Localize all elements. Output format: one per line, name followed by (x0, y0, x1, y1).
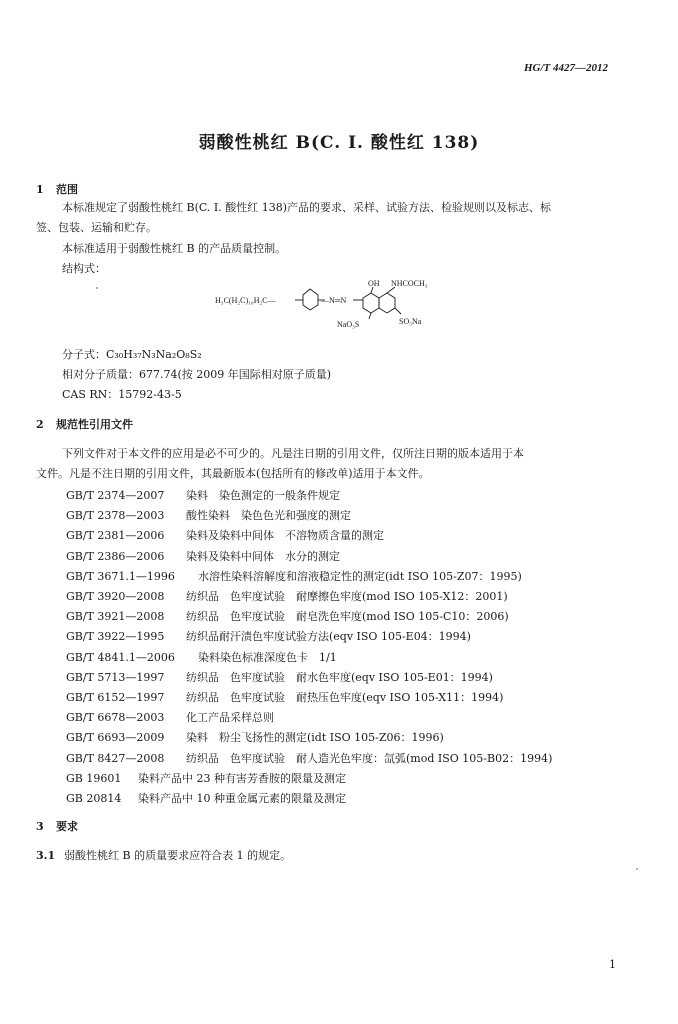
reference-title: 酸性染料 染色色光和强度的测定 (186, 509, 351, 523)
document-title: 弱酸性桃红 B(C. I. 酸性红 138) (198, 133, 480, 153)
reference-item (66, 487, 340, 503)
acetamido-label: NHCOCH₃ (391, 279, 428, 288)
clause-text: 弱酸性桃红 B 的质量要求应符合表 1 的规定。 (64, 849, 292, 862)
reference-code: GB/T 2386—2006 (66, 549, 165, 563)
section-1-heading (36, 181, 78, 197)
cas-number: CAS RN：15792-43-5 (62, 388, 182, 401)
reference-item (66, 608, 509, 624)
hydroxyl-label: OH (368, 279, 380, 288)
section-title: 规范性引用文件 (56, 418, 133, 431)
reference-item (66, 729, 444, 745)
reference-code: GB 19601 (66, 771, 122, 785)
reference-item (66, 568, 522, 584)
reference-code: GB/T 4841.1—2006 (66, 650, 175, 664)
reference-code: GB/T 5713—1997 (66, 670, 165, 684)
scan-speck (96, 287, 98, 289)
reference-code: GB/T 3671.1—1996 (66, 569, 175, 583)
reference-code: GB/T 8427—2008 (66, 751, 165, 765)
reference-item (66, 669, 493, 685)
section-number: 2 (36, 418, 44, 431)
benzene-ring (303, 289, 318, 310)
scan-speck (636, 868, 638, 870)
reference-item (66, 649, 337, 665)
naphthalene-ring-right (379, 293, 395, 313)
paragraph-line: 本标准规定了弱酸性桃红 B(C. I. 酸性红 138)产品的要求、采样、试验方法、检验规则以及标志、标 (62, 201, 552, 214)
reference-item (66, 770, 346, 786)
reference-title: 染料 染色测定的一般条件规定 (186, 489, 340, 502)
reference-item (66, 750, 552, 766)
bond-line (395, 308, 401, 314)
sulfonate-right-label: SO₃Na (399, 317, 422, 326)
reference-item (66, 709, 274, 725)
reference-code: GB/T 6152—1997 (66, 691, 165, 704)
section-title: 范围 (56, 183, 78, 196)
molecular-formula: 分子式：C₃₀H₃₇N₃Na₂O₈S₂ (62, 348, 202, 361)
sulfonate-left-label: NaO₃S (337, 320, 360, 329)
section-2-heading (36, 416, 133, 432)
reference-item (66, 628, 471, 644)
structure-drawing (215, 276, 445, 346)
clause-3-1 (36, 848, 291, 864)
chemical-structure (215, 276, 445, 346)
page-number: 1 (609, 958, 616, 971)
paragraph-line: 下列文件对于本文件的应用是必不可少的。凡是注日期的引用文件，仅所注日期的版本适用于本 (62, 447, 524, 460)
reference-item (66, 689, 503, 705)
reference-code: GB/T 2378—2003 (66, 509, 165, 523)
reference-item (66, 548, 340, 564)
section-3-heading (36, 818, 78, 834)
paragraph-line: 签、包装、运输和贮存。 (36, 221, 157, 234)
reference-item (66, 588, 508, 604)
reference-code: GB/T 3921—2008 (66, 610, 165, 624)
clause-number: 3.1 (36, 849, 56, 862)
reference-item (66, 507, 351, 523)
standard-code: HG/T 4427—2012 (523, 62, 608, 74)
reference-title: 染料产品中 10 种重金属元素的限量及测定 (138, 792, 346, 805)
section-number: 3 (36, 820, 44, 833)
reference-title: 纺织品耐汗渍色牢度试验方法(eqv ISO 105-E04：1994) (186, 630, 471, 644)
reference-code: GB/T 6678—2003 (66, 711, 165, 725)
reference-title: 染料产品中 23 种有害芳香胺的限量及测定 (138, 771, 346, 785)
reference-code: GB/T 3920—2008 (66, 590, 165, 603)
naphthalene-ring-left (363, 293, 379, 313)
section-title: 要求 (56, 820, 78, 833)
reference-code: GB 20814 (66, 792, 122, 805)
molecular-mass: 相对分子质量：677.74(按 2009 年国际相对原子质量) (62, 368, 332, 381)
reference-code: GB/T 3922—1995 (66, 630, 165, 644)
reference-title: 水溶性染料溶解度和溶液稳定性的测定(idt ISO 105-Z07：1995) (198, 569, 522, 583)
paragraph-line: 本标准适用于弱酸性桃红 B 的产品质量控制。 (62, 242, 287, 255)
reference-title: 纺织品 色牢度试验 耐热压色牢度(eqv ISO 105-X11：1994) (186, 691, 504, 704)
reference-title: 纺织品 色牢度试验 耐摩擦色牢度(mod ISO 105-X12：2001) (186, 590, 508, 603)
reference-code: GB/T 2374—2007 (66, 489, 165, 502)
reference-title: 染料及染料中间体 水分的测定 (186, 549, 340, 563)
bond-line (369, 313, 371, 319)
azo-label: —N═N (321, 296, 347, 305)
reference-title: 染料及染料中间体 不溶物质含量的测定 (186, 529, 384, 543)
reference-title: 纺织品 色牢度试验 耐水色牢度(eqv ISO 105-E01：1994) (186, 670, 493, 684)
reference-code: GB/T 6693—2009 (66, 731, 165, 745)
reference-title: 染料 粉尘飞扬性的测定(idt ISO 105-Z06：1996) (186, 731, 444, 745)
paragraph-line: 文件。凡是不注日期的引用文件，其最新版本(包括所有的修改单)适用于本文件。 (36, 467, 430, 480)
reference-title: 纺织品 色牢度试验 耐人造光色牢度：氙弧(mod ISO 105-B02：1994) (186, 751, 553, 765)
reference-title: 纺织品 色牢度试验 耐皂洗色牢度(mod ISO 105-C10：2006) (186, 610, 509, 624)
section-number: 1 (36, 183, 44, 196)
structure-label: 结构式： (62, 262, 106, 275)
reference-code: GB/T 2381—2006 (66, 529, 165, 543)
reference-item (66, 790, 346, 806)
reference-title: 化工产品采样总则 (186, 711, 274, 725)
reference-item (66, 527, 384, 543)
reference-title: 染料染色标准深度色卡 1/1 (198, 650, 337, 664)
alkyl-chain-label: H₃C(H₂C)₁₀H₂C— (215, 296, 276, 305)
